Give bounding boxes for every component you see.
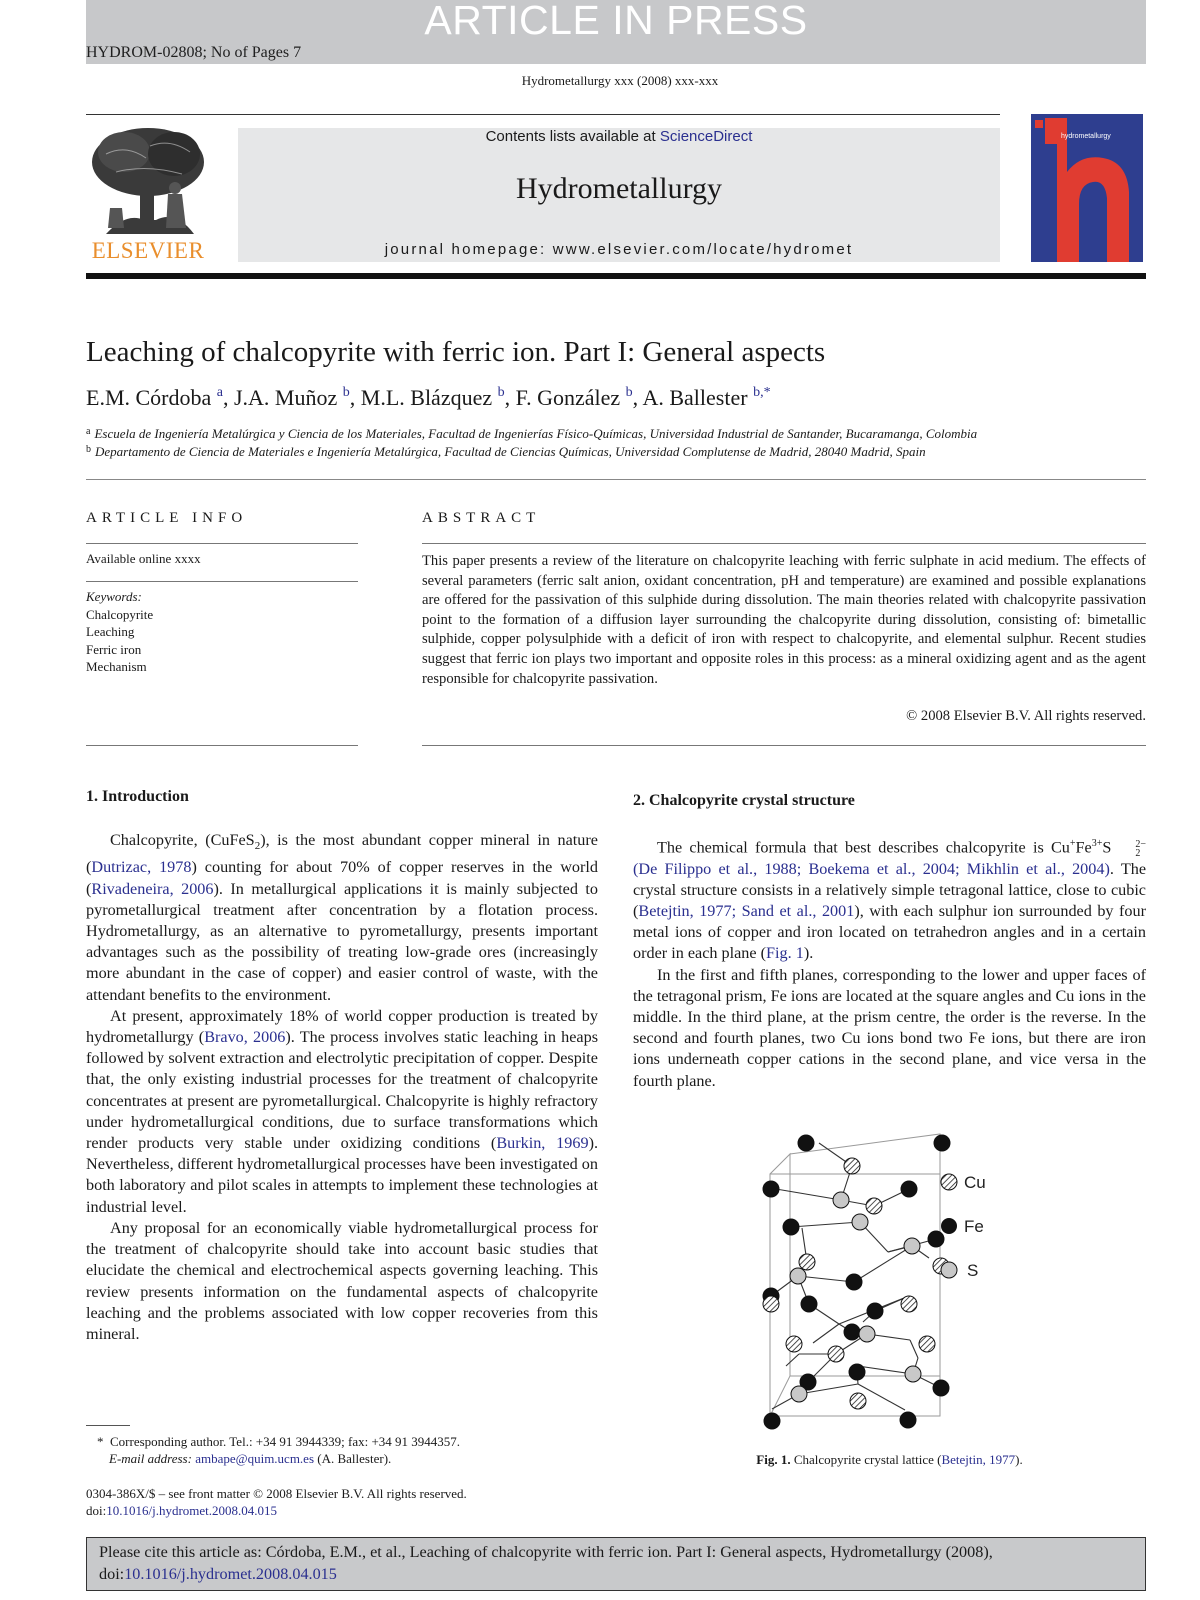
info-rule: [86, 581, 358, 582]
keyword: Leaching: [86, 624, 135, 639]
subscript: 2: [254, 840, 261, 853]
email-label: E-mail address:: [109, 1450, 192, 1466]
contents-prefix: Contents lists available at: [485, 128, 660, 145]
doi-link[interactable]: 10.1016/j.hydromet.2008.04.015: [106, 1503, 278, 1518]
abstract-heading: ABSTRACT: [422, 510, 541, 526]
keyword: Ferric iron: [86, 641, 142, 657]
legend-fe-swatch: [941, 1218, 957, 1234]
author: M.L. Blázquez $^b$: [360, 385, 505, 410]
title-rule: [86, 479, 1146, 480]
legend-label: Cu: [964, 1173, 986, 1192]
email-owner: (A. Ballester).: [317, 1450, 392, 1466]
article-info-heading: ARTICLE INFO: [86, 510, 248, 526]
section-title-crystal-structure: 2. Chalcopyrite crystal structure: [633, 792, 855, 809]
atoms: [763, 1135, 950, 1429]
abstract-rule: [422, 745, 1146, 746]
caption-text: ).: [1015, 1452, 1023, 1467]
crystal-structure-body: [633, 833, 1146, 1092]
author-affiliation-mark[interactable]: b: [342, 385, 350, 400]
cover-label: hydrometallurgy: [1061, 133, 1111, 140]
citation-link[interactable]: (De Filippo et al., 1988; Boekema et al., 2004; Mikhlin et al., 2004): [633, 859, 1110, 878]
abstract-rule: [422, 543, 1146, 544]
elsevier-wordmark: ELSEVIER: [91, 238, 205, 263]
footnote-mark: *: [97, 1434, 104, 1449]
paragraph: [86, 830, 598, 1006]
available-online: Available online xxxx: [86, 551, 201, 566]
affiliation-text: Departamento de Ciencia de Materiales e Ingeniería Metalúrgica, Facultad de Ciencias Químicas, Universidad Complutense de Madrid, 28040 Madrid, Spain: [95, 444, 926, 459]
legend-label: Fe: [964, 1217, 984, 1236]
text-run: . The crystal structure consists in a relatively simple tetragonal lattice, close to cubic (: [633, 859, 1146, 920]
banner-title: ARTICLE IN PRESS: [424, 0, 808, 43]
text-run: Chalcopyrite, (CuFeS: [110, 831, 255, 849]
footnote-rule: [86, 1425, 130, 1426]
info-rule: [86, 543, 358, 544]
text-run: ). Nevertheless, different hydrometallurgical processes have been investigated on both laboratory and pilot scales in attempts to implement these technologies at industrial level.: [86, 1134, 598, 1216]
keywords-label: Keywords:: [86, 589, 142, 604]
legend-s-swatch: [941, 1262, 957, 1278]
paragraph: In the first and fifth planes, corresponding to the lower and upper faces of the tetragonal prism, Fe ions are located at the square angles and Cu ions in the middle. In the third plane, at the prism centre, the order is the reverse. In the second and fourth planes, two Cu ions bond two Fe ions, but there are iron ions underneath copper cations in the second plane, and vice versa in the fourth plane.: [633, 965, 1146, 1090]
text-run: At present, approximately 18% of world copper production is treated by hydrometallurgy (: [86, 1006, 598, 1047]
sciencedirect-link[interactable]: ScienceDirect: [659, 128, 753, 145]
affiliation-key: a: [86, 426, 91, 437]
contents-line: [238, 128, 1000, 145]
doi-line: [86, 1502, 467, 1519]
front-matter: [86, 1485, 467, 1519]
text-run: ), with each sulphur ion surrounded by four metal ions of copper and iron located on tetrahedron angles and in a certain order in each plane (: [633, 902, 1146, 963]
citation-link[interactable]: Dutrizac, 1978: [91, 858, 192, 877]
author-affiliation-mark[interactable]: b: [625, 385, 633, 400]
email-link[interactable]: ambape@quim.ucm.es: [195, 1450, 315, 1466]
figure-caption: [633, 1452, 1146, 1468]
corresponding-author-footnote: [97, 1434, 460, 1467]
text-run: ), is the most abundant copper mineral in nature (: [86, 831, 598, 877]
text-run: Fe: [1075, 838, 1092, 857]
footnote-line: [97, 1451, 460, 1468]
affiliation-a: [86, 426, 977, 442]
text-run: ). In metallurgical applications it is mainly subjected to pyrometallurgical treatment after concentration by a flotation process. Hydrometallurgy, as an alternative to pyrometallurgy, presents important advantages such as the possibility of treating low-grade ores (increasingly more abundant in the case of copper) and easier control of waste, with the attendant benefits to the environment.: [86, 879, 599, 1004]
keyword: Chalcopyrite: [86, 606, 154, 622]
caption-text: Chalcopyrite crystal lattice (: [790, 1452, 942, 1467]
journal-name: Hydrometallurgy: [515, 172, 723, 205]
citation-link[interactable]: Rivadeneira, 2006: [91, 879, 214, 898]
superscript: +: [1069, 838, 1076, 849]
doi-label: doi:: [99, 1564, 125, 1583]
journal-homepage[interactable]: journal homepage: www.elsevier.com/locate/hydromet: [384, 241, 854, 258]
legend-cu-swatch: [941, 1174, 957, 1190]
paragraph: [86, 1006, 598, 1218]
abstract-copyright: © 2008 Elsevier B.V. All rights reserved.: [906, 708, 1146, 724]
text-run: ).: [803, 944, 814, 963]
journal-cover: [1031, 114, 1143, 262]
citation-link[interactable]: Burkin, 1969: [496, 1134, 589, 1153]
abstract-text: This paper presents a review of the literature on chalcopyrite leaching with ferric sulphate in acid medium. The effects of several parameters (ferric salt anion, oxidant concentration, pH and temperature) are examined and possible explanations are offered for the passivation of this sulphide during dissolution. The main theories related with chalcopyrite passivation point to the formation of a diffusion layer surrounding the chalcopyrite during dissolution, consisting of: bimetallic sulphide, copper polysulphide with a deficit of iron with respect to chalcopyrite, and elemental sulphur. Recent studies suggest that ferric ion plays two important and opposite roles in this process: as a mineral oxidizing agent and as the agent responsible for chalcopyrite passivation.: [422, 553, 1146, 687]
author: F. González $^b$: [515, 385, 633, 410]
keyword: Mechanism: [86, 659, 147, 674]
caption-label: Fig. 1.: [756, 1452, 791, 1467]
cite-doi-line: [99, 1564, 1133, 1586]
header-thick-rule: [86, 273, 1146, 279]
citation-link[interactable]: Betejtin, 1977; Sand et al., 2001: [638, 902, 855, 920]
legend-label: S: [967, 1261, 979, 1280]
author-affiliation-mark[interactable]: a: [216, 385, 223, 400]
keywords-block: [86, 588, 153, 676]
affiliation-key: b: [86, 444, 91, 455]
figure-legend: [941, 1173, 986, 1280]
author: J.A. Muñoz $^b$: [233, 385, 350, 410]
citation-link[interactable]: Bravo, 2006: [204, 1028, 286, 1047]
manuscript-code: HYDROM-02808; No of Pages 7: [86, 44, 302, 61]
doi-label: doi:: [86, 1503, 107, 1518]
subscript: 2: [1135, 847, 1141, 859]
article-in-press-banner: [86, 0, 1146, 64]
affiliation-b: [86, 444, 926, 460]
cite-this-article-box: [86, 1537, 1146, 1591]
author-affiliation-mark[interactable]: b: [497, 385, 505, 400]
crystal-lattice-figure: [740, 1126, 1040, 1434]
introduction-body: [86, 830, 598, 1345]
journal-header-box: [238, 128, 1000, 262]
text-run: The chemical formula that best describes chalcopyrite is Cu: [657, 838, 1070, 857]
article-title: Leaching of chalcopyrite with ferric ion. Part I: General aspects: [86, 336, 826, 368]
journal-reference: Hydrometallurgy xxx (2008) xxx-xxx: [521, 73, 719, 88]
text-run: ). The process involves static leaching in heaps followed by solvent extraction and electrolytic precipitation of copper. Despite that, the only existing industrial processes for the treatment of chalcopyrite concentrates at present are pyrometallurgical. Chalcopyrite is highly refractory under hydrometallurgical conditions, due to surface transformations which render products very stable under oxidizing conditions (: [86, 1028, 599, 1153]
footnote-line: [97, 1434, 460, 1451]
info-rule: [86, 745, 358, 746]
author: E.M. Córdoba $^a$: [86, 385, 223, 410]
text-run: S: [1102, 838, 1112, 857]
paragraph: [633, 833, 1146, 965]
author: A. Ballester $^{b,*}$: [642, 385, 771, 410]
cite-text: Please cite this article as: Córdoba, E.M., et al., Leaching of chalcopyrite with ferric ion. Part I: General aspects, Hydrometallurgy (2008),: [99, 1543, 993, 1561]
author-list: E.M. Córdoba $^a$, J.A. Muñoz $^b$, M.L. Blázquez $^b$, F. González $^b$, A. Ballester $^{b,*}$: [86, 385, 771, 410]
sub-sup-stack: [1111, 840, 1146, 858]
header-rule: [86, 114, 1000, 115]
superscript: 3+: [1091, 838, 1103, 849]
text-run: ) counting for about 70% of copper reserves in the world (: [86, 858, 598, 898]
doi-link[interactable]: 10.1016/j.hydromet.2008.04.015: [124, 1564, 337, 1583]
affiliation-text: Escuela de Ingeniería Metalúrgica y Ciencia de los Materiales, Facultad de Ingenierías Físico-Químicas, Universidad Industrial de Santander, Bucaramanga, Colombia: [94, 426, 978, 441]
footnote-text: Corresponding author. Tel.: +34 91 3944339; fax: +34 91 3944357.: [110, 1434, 461, 1449]
paragraph: Any proposal for an economically viable hydrometallurgical process for the treatment of chalcopyrite should take into account basic studies that elucidate the chemical and electrochemical aspects governing leaching. This review presents information on the fundamental aspects of chalcopyrite leaching and the problems associated with low copper recoveries from this mineral.: [86, 1218, 598, 1343]
superscript: 2−: [1135, 838, 1146, 850]
figure-link[interactable]: Fig. 1: [766, 944, 804, 963]
issn-line: 0304-386X/$ – see front matter © 2008 Elsevier B.V. All rights reserved.: [86, 1486, 467, 1501]
author-affiliation-mark[interactable]: b,*: [753, 385, 771, 400]
citation-link[interactable]: Betejtin, 1977: [941, 1452, 1016, 1467]
section-title-introduction: 1. Introduction: [86, 788, 189, 805]
